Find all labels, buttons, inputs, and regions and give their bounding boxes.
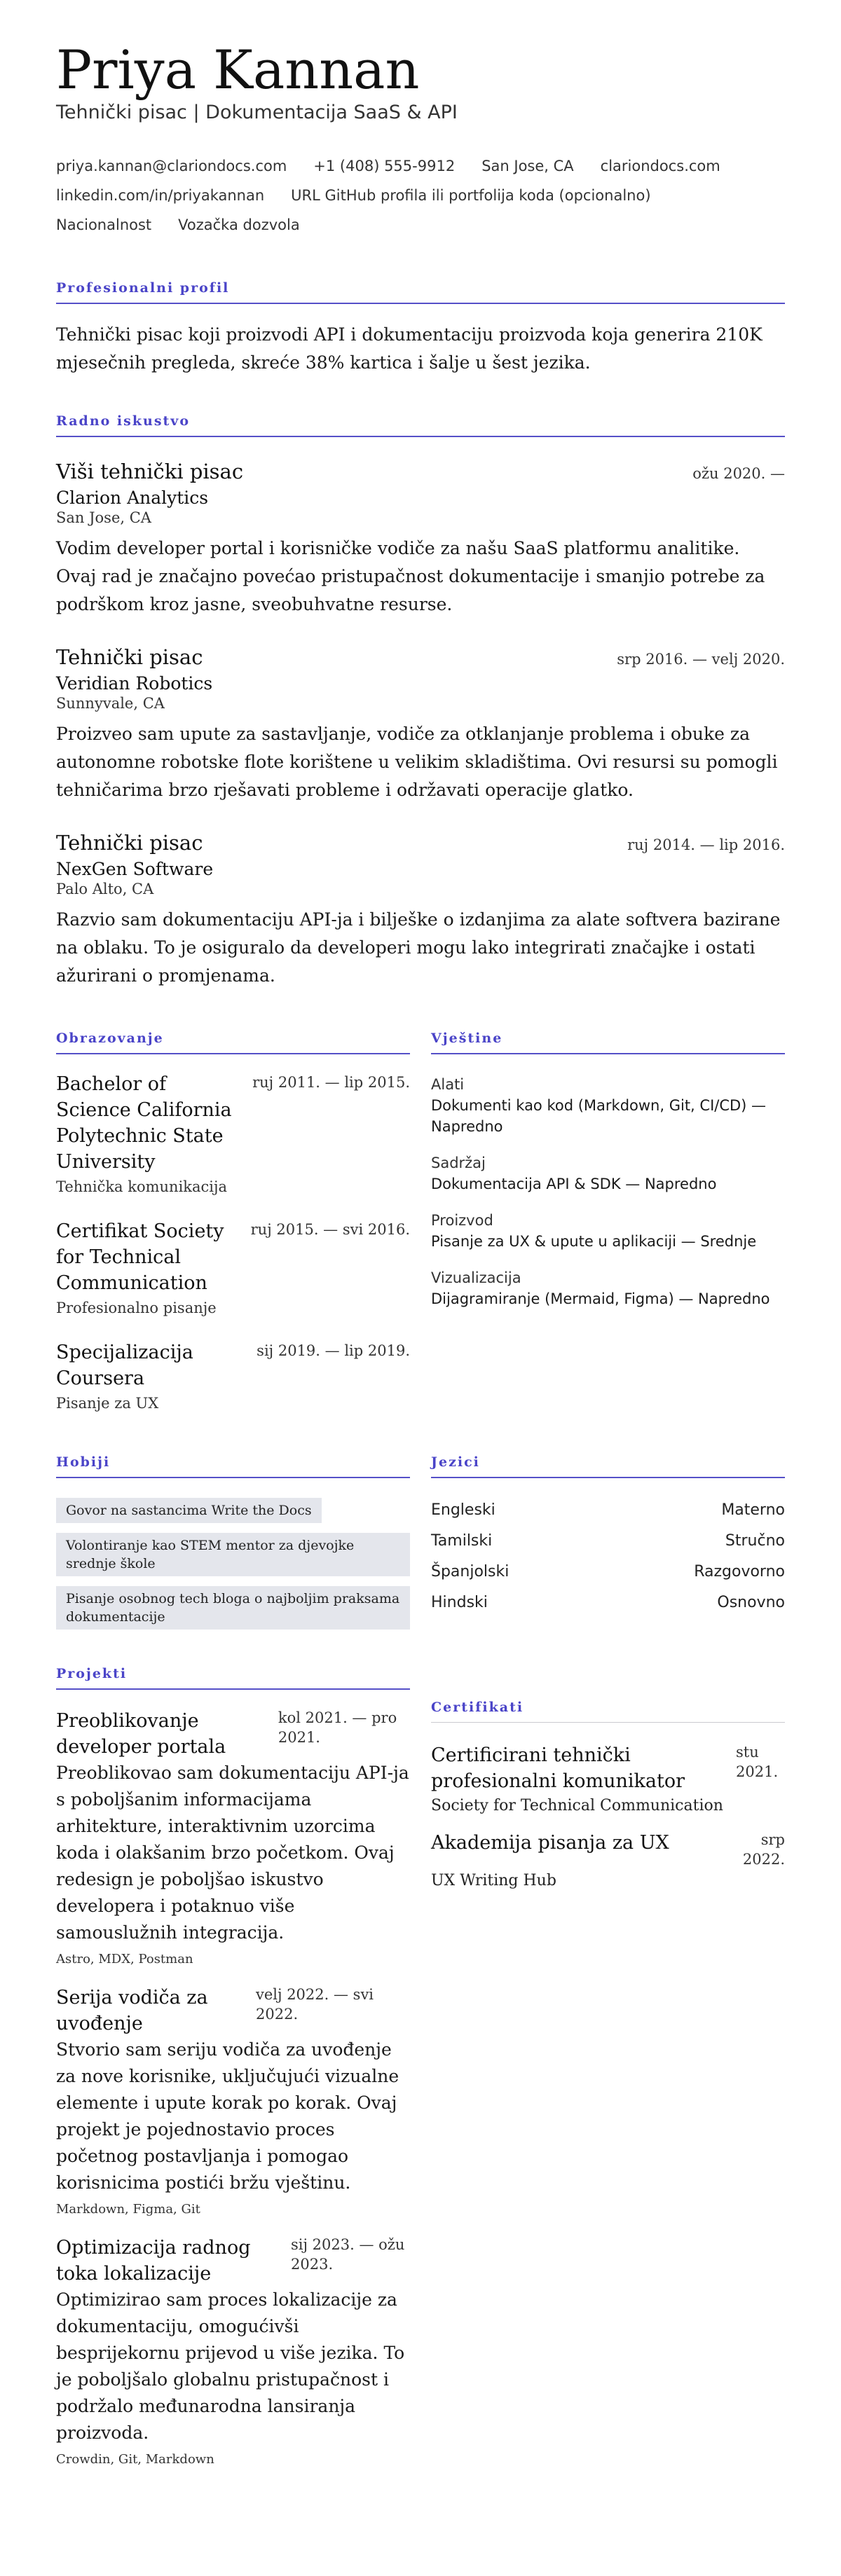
certificate-entry	[431, 1742, 785, 1814]
project-description: Preoblikovao sam dokumentaciju API-ja s poboljšanim informacijama arhitekture, interaktivnim uzorcima koda i olakšanim brzo početkom. Ovaj redesign je poboljšao iskustvo developera i potaknuo više samouslužnih integracija.	[56, 1763, 409, 1943]
language-name: Engleski	[431, 1501, 495, 1520]
skills-section	[431, 1031, 785, 1414]
contact-nationality: Nacionalnost	[56, 216, 152, 234]
education-field: Profesionalno pisanje	[56, 1300, 217, 1317]
education-dates: sij 2019. — lip 2019.	[257, 1342, 410, 1360]
hobby-tag: Volontiranje kao STEM mentor za djevojke srednje škole	[56, 1533, 410, 1576]
project-title: Preoblikovanje developer portala	[56, 1710, 226, 1758]
skill-value: Dokumenti kao kod (Markdown, Git, CI/CD) — Napredno	[431, 1097, 767, 1136]
project-tech: Crowdin, Git, Markdown	[56, 2452, 214, 2467]
education-entry	[56, 1071, 410, 1197]
job-dates: ruj 2014. — lip 2016.	[627, 836, 785, 854]
candidate-name: Priya Kannan	[56, 39, 420, 101]
education-entry	[56, 1339, 410, 1414]
language-row	[431, 1526, 785, 1557]
project-description: Optimizirao sam proces lokalizacije za dokumentaciju, omogućivši besprijekornu prijevod u više jezika. To je poboljšalo globalnu pristupačnost i podržalo međunarodna lansiranja proizvoda.	[56, 2289, 405, 2444]
education-section	[56, 1031, 410, 1414]
project-dates: velj 2022. — svi 2022.	[256, 1986, 374, 2023]
project-dates: sij 2023. — ožu 2023.	[291, 2236, 405, 2273]
project-title: Optimizacija radnog toka lokalizacije	[56, 2237, 251, 2285]
hobbies-languages-row	[56, 1454, 785, 1630]
project-tech: Astro, MDX, Postman	[56, 1952, 193, 1967]
language-level: Stručno	[725, 1532, 785, 1550]
project-dates: kol 2021. — pro 2021.	[278, 1709, 397, 1747]
contact-phone[interactable]: +1 (408) 555-9912	[313, 158, 456, 175]
certificate-title: Akademija pisanja za UX	[431, 1832, 669, 1854]
job-title: Viši tehnički pisac	[56, 460, 244, 484]
job-dates: srp 2016. — velj 2020.	[617, 651, 785, 668]
education-field: Tehnička komunikacija	[56, 1178, 228, 1196]
hobby-tag: Govor na sastancima Write the Docs	[56, 1498, 322, 1523]
resume-header	[56, 39, 785, 240]
contact-github[interactable]: URL GitHub profila ili portfolija koda (opcionalno)	[291, 187, 651, 205]
job-description: Razvio sam dokumentaciju API-ja i bilješke o izdanjima za alate softvera bazirane na oblaku. To je osiguralo da developeri mogu lako integrirati značajke i ostati ažurirani o promjenama.	[56, 909, 781, 986]
contact-info	[56, 151, 785, 240]
skill-category: Sadržaj	[431, 1155, 486, 1172]
skill-value: Pisanje za UX & upute u aplikaciji — Srednje	[431, 1233, 757, 1251]
education-entry	[56, 1218, 410, 1318]
education-dates: ruj 2011. — lip 2015.	[252, 1074, 410, 1091]
language-name: Španjolski	[431, 1563, 510, 1581]
section-title: Profesionalni profil	[56, 280, 785, 304]
language-level: Razgovorno	[694, 1563, 785, 1581]
job-description: Proizveo sam upute za sastavljanje, vodiče za otklanjanje problema i obuke za autonomne robotske flote korištene u velikim skladištima. Ovi resursi su pomogli tehničarima brzo rješavati probleme i održavati operacije glatko.	[56, 724, 778, 801]
language-row	[431, 1587, 785, 1618]
education-degree: Certifikat Society for Technical Communication	[56, 1220, 224, 1295]
job-location: San Jose, CA	[56, 509, 151, 527]
contact-license: Vozačka dozvola	[178, 216, 300, 234]
education-skills-row	[56, 1031, 785, 1414]
project-entry	[56, 1985, 410, 2217]
job-location: Palo Alto, CA	[56, 881, 154, 898]
candidate-headline: Tehnički pisac | Dokumentacija SaaS & API	[56, 102, 458, 124]
project-tech: Markdown, Figma, Git	[56, 2202, 200, 2217]
language-level: Materno	[721, 1501, 785, 1520]
skill-entry	[431, 1267, 785, 1309]
certificate-entry	[431, 1830, 785, 1889]
experience-section	[56, 413, 785, 990]
hobbies-section	[56, 1454, 410, 1630]
education-degree: Bachelor of Science California Polytechnic State University	[56, 1073, 232, 1173]
job-title: Tehnički pisac	[56, 645, 203, 670]
project-title: Serija vodiča za uvođenje	[56, 1987, 208, 2035]
section-title: Projekti	[56, 1666, 410, 1690]
job-title: Tehnički pisac	[56, 831, 203, 855]
job-company: NexGen Software	[56, 859, 214, 880]
job-entry	[56, 645, 785, 804]
job-entry	[56, 460, 785, 619]
section-title: Certifikati	[431, 1700, 785, 1723]
summary-section	[56, 280, 785, 377]
contact-linkedin[interactable]: linkedin.com/in/priyakannan	[56, 187, 265, 205]
education-dates: ruj 2015. — svi 2016.	[250, 1221, 410, 1239]
language-name: Hindski	[431, 1594, 488, 1612]
section-title: Jezici	[431, 1454, 785, 1478]
certificate-title: Certificirani tehnički profesionalni komunikator	[431, 1744, 685, 1793]
section-title: Obrazovanje	[56, 1031, 410, 1054]
skill-entry	[431, 1152, 785, 1194]
skill-entry	[431, 1074, 785, 1137]
certificate-date: stu 2021.	[736, 1744, 779, 1781]
certificate-issuer: UX Writing Hub	[431, 1872, 556, 1890]
language-name: Tamilski	[431, 1532, 493, 1550]
language-row	[431, 1495, 785, 1526]
skill-value: Dokumentacija API & SDK — Napredno	[431, 1176, 717, 1193]
job-company: Clarion Analytics	[56, 488, 209, 509]
job-entry	[56, 831, 785, 990]
certificates-section	[431, 1666, 785, 2467]
contact-email[interactable]: priya.kannan@clariondocs.com	[56, 158, 287, 175]
job-description: Vodim developer portal i korisničke vodiče za našu SaaS platformu analitike. Ovaj rad je značajno povećao pristupačnost dokumentacije i smanjio potrebe za podrškom kroz jasne, sveobuhvatne resurse.	[56, 538, 765, 615]
project-entry	[56, 1708, 410, 1967]
section-title: Radno iskustvo	[56, 413, 785, 437]
skill-value: Dijagramiranje (Mermaid, Figma) — Napredno	[431, 1290, 770, 1308]
section-title: Hobiji	[56, 1454, 410, 1478]
projects-section	[56, 1666, 410, 2467]
language-level: Osnovno	[717, 1594, 785, 1612]
project-entry	[56, 2235, 410, 2467]
section-title: Vještine	[431, 1031, 785, 1054]
projects-certificates-row	[56, 1666, 785, 2467]
education-field: Pisanje za UX	[56, 1395, 159, 1412]
languages-section	[431, 1454, 785, 1630]
education-degree: Specijalizacija Coursera	[56, 1342, 193, 1390]
certificate-issuer: Society for Technical Communication	[431, 1797, 723, 1815]
skill-category: Alati	[431, 1076, 465, 1094]
language-row	[431, 1557, 785, 1587]
certificate-date: srp 2022.	[742, 1831, 785, 1868]
summary-text: Tehnički pisac koji proizvodi API i dokumentaciju proizvoda koja generira 210K mjesečnih pregleda, skreće 38% kartica i šalje u šest jezika.	[56, 324, 763, 373]
skill-entry	[431, 1210, 785, 1252]
contact-location: San Jose, CA	[481, 158, 574, 175]
skill-category: Vizualizacija	[431, 1269, 521, 1287]
hobby-tag: Pisanje osobnog tech bloga o najboljim praksama dokumentacije	[56, 1586, 410, 1630]
contact-website[interactable]: clariondocs.com	[600, 158, 720, 175]
job-dates: ožu 2020. —	[692, 465, 785, 483]
job-location: Sunnyvale, CA	[56, 695, 165, 712]
job-company: Veridian Robotics	[56, 673, 213, 694]
skill-category: Proizvod	[431, 1212, 493, 1230]
project-description: Stvorio sam seriju vodiča za uvođenje za nove korisnike, uključujući vizualne elemente i upute korak po korak. Ovaj projekt je pojednostavio proces početnog postavljanja i pomogao korisnicima postići bržu vještinu.	[56, 2039, 399, 2193]
